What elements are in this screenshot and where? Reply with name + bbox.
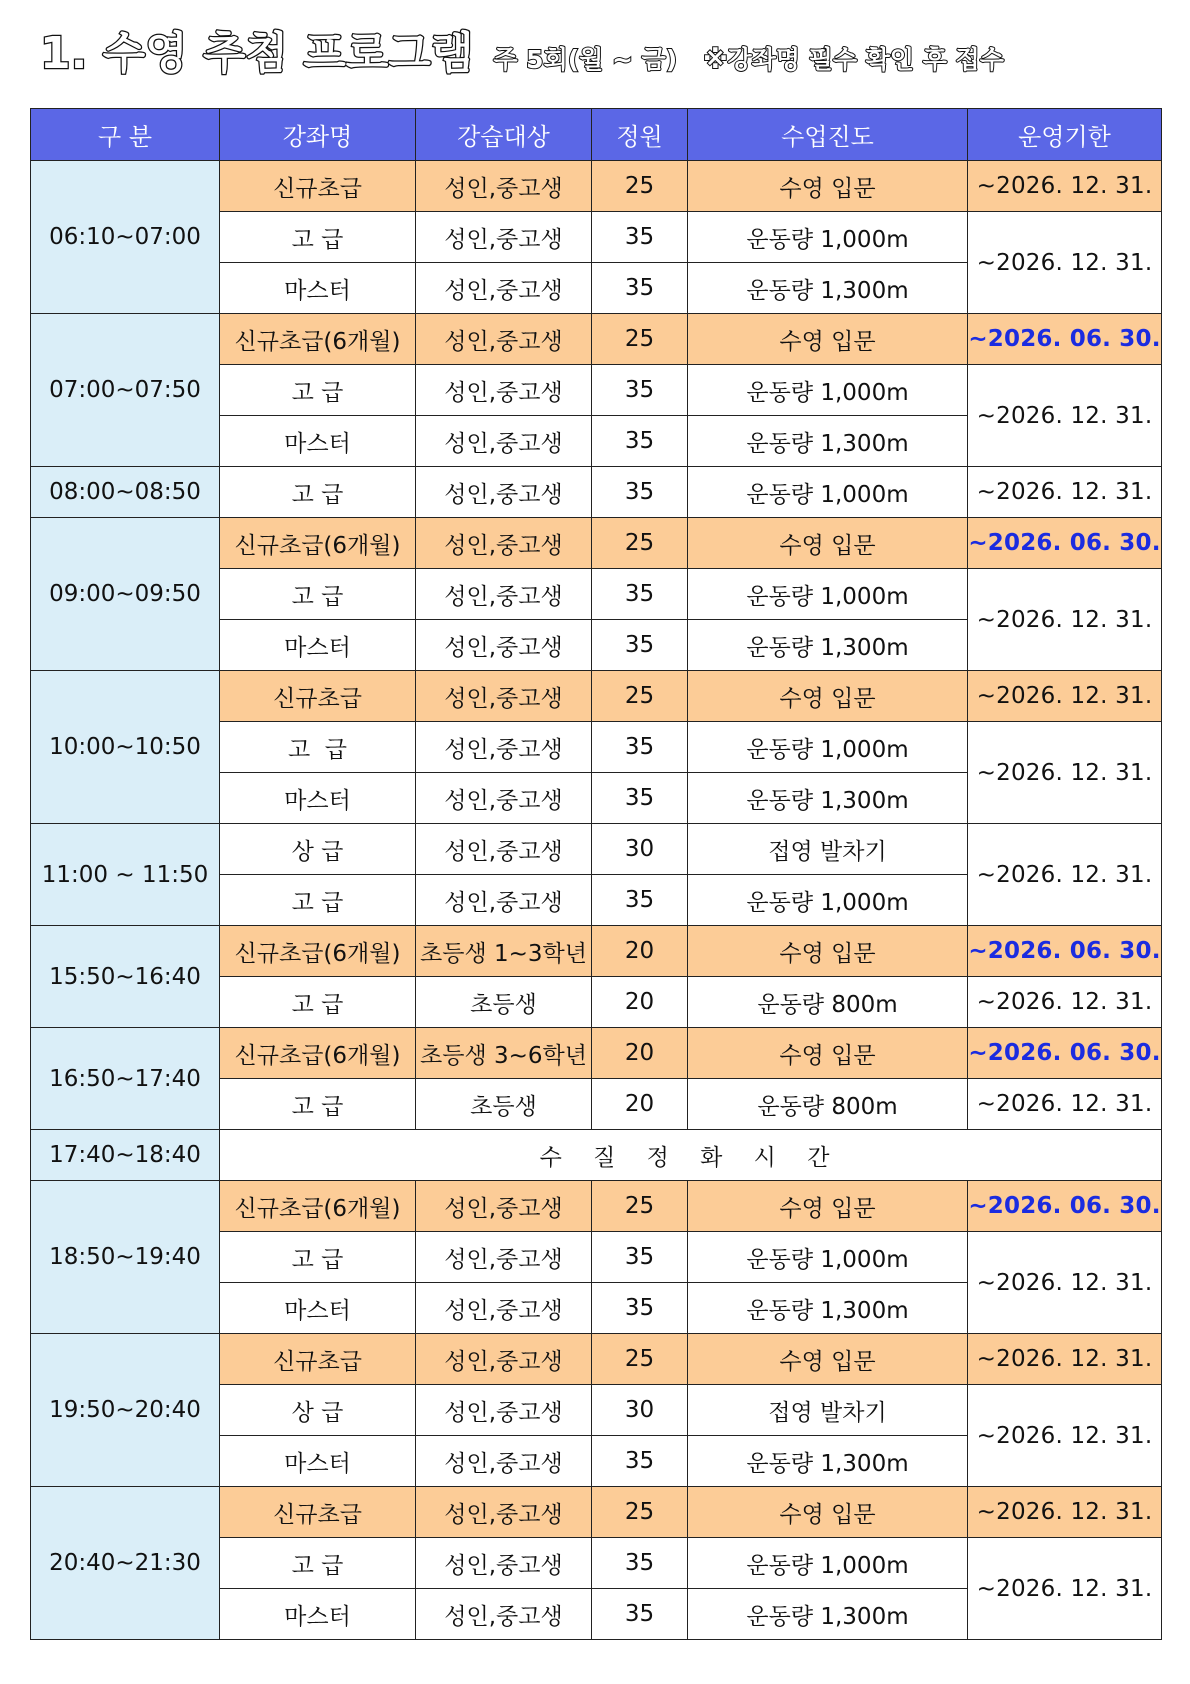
progress-cell: 운동량 1,000m [688, 875, 968, 926]
progress-cell: 운동량 800m [688, 977, 968, 1028]
course-cell: 고 급 [220, 365, 416, 416]
target-cell: 성인,중고생 [416, 1538, 592, 1589]
progress-cell: 운동량 1,000m [688, 212, 968, 263]
course-cell: 상 급 [220, 1385, 416, 1436]
capacity-cell: 25 [592, 314, 688, 365]
header-target: 강습대상 [416, 109, 592, 161]
target-cell: 성인,중고생 [416, 824, 592, 875]
deadline-cell: ~2026. 12. 31. [968, 212, 1162, 314]
header-time: 구 분 [31, 109, 220, 161]
time-slot: 16:50~17:40 [31, 1028, 220, 1130]
deadline-cell: ~2026. 12. 31. [968, 1334, 1162, 1385]
table-row [31, 1028, 1162, 1079]
progress-cell: 수영 입문 [688, 314, 968, 365]
capacity-cell: 35 [592, 212, 688, 263]
table-row [31, 1181, 1162, 1232]
capacity-cell: 35 [592, 1589, 688, 1640]
course-cell: 마스터 [220, 773, 416, 824]
deadline-cell: ~2026. 12. 31. [968, 1079, 1162, 1130]
progress-cell: 수영 입문 [688, 1487, 968, 1538]
page-title-bar [38, 22, 1004, 82]
capacity-cell: 20 [592, 1079, 688, 1130]
deadline-cell: ~2026. 12. 31. [968, 1538, 1162, 1640]
table-row [31, 671, 1162, 722]
capacity-cell: 35 [592, 1436, 688, 1487]
course-cell: 상 급 [220, 824, 416, 875]
progress-cell: 운동량 1,300m [688, 263, 968, 314]
deadline-cell: ~2026. 12. 31. [968, 977, 1162, 1028]
course-cell: 신규초급 [220, 1487, 416, 1538]
course-cell: 마스터 [220, 1436, 416, 1487]
progress-cell: 운동량 1,300m [688, 416, 968, 467]
target-cell: 성인,중고생 [416, 263, 592, 314]
deadline-cell: ~2026. 12. 31. [968, 722, 1162, 824]
course-cell: 고 급 [220, 212, 416, 263]
progress-cell: 운동량 800m [688, 1079, 968, 1130]
time-slot: 08:00~08:50 [31, 467, 220, 518]
capacity-cell: 30 [592, 824, 688, 875]
target-cell: 성인,중고생 [416, 1334, 592, 1385]
target-cell: 초등생 1~3학년 [416, 926, 592, 977]
target-cell: 성인,중고생 [416, 1232, 592, 1283]
table-row [31, 926, 1162, 977]
target-cell: 성인,중고생 [416, 722, 592, 773]
deadline-cell: ~2026. 06. 30. [968, 1028, 1162, 1079]
capacity-cell: 35 [592, 1538, 688, 1589]
target-cell: 성인,중고생 [416, 1283, 592, 1334]
capacity-cell: 35 [592, 773, 688, 824]
capacity-cell: 35 [592, 365, 688, 416]
swim-program-table [30, 108, 1162, 1640]
target-cell: 성인,중고생 [416, 518, 592, 569]
course-cell: 고 급 [220, 569, 416, 620]
progress-cell: 운동량 1,000m [688, 467, 968, 518]
course-cell: 고 급 [220, 977, 416, 1028]
page-subtitle-frequency: 주 5회(월 ~ 금) [493, 45, 678, 74]
time-slot: 19:50~20:40 [31, 1334, 220, 1487]
header-course: 강좌명 [220, 109, 416, 161]
course-cell: 신규초급(6개월) [220, 926, 416, 977]
target-cell: 성인,중고생 [416, 569, 592, 620]
progress-cell: 운동량 1,300m [688, 1283, 968, 1334]
course-cell: 고 급 [220, 467, 416, 518]
target-cell: 성인,중고생 [416, 1487, 592, 1538]
course-cell: 고 급 [220, 1538, 416, 1589]
table-row [31, 824, 1162, 875]
target-cell: 성인,중고생 [416, 1181, 592, 1232]
time-slot: 20:40~21:30 [31, 1487, 220, 1640]
capacity-cell: 25 [592, 1334, 688, 1385]
capacity-cell: 25 [592, 518, 688, 569]
deadline-cell: ~2026. 12. 31. [968, 569, 1162, 671]
table-row [31, 161, 1162, 212]
target-cell: 성인,중고생 [416, 620, 592, 671]
target-cell: 성인,중고생 [416, 1436, 592, 1487]
progress-cell: 수영 입문 [688, 1028, 968, 1079]
deadline-cell: ~2026. 06. 30. [968, 518, 1162, 569]
progress-cell: 접영 발차기 [688, 824, 968, 875]
time-slot: 15:50~16:40 [31, 926, 220, 1028]
capacity-cell: 20 [592, 977, 688, 1028]
deadline-cell: ~2026. 06. 30. [968, 926, 1162, 977]
capacity-cell: 35 [592, 569, 688, 620]
target-cell: 성인,중고생 [416, 212, 592, 263]
capacity-cell: 25 [592, 161, 688, 212]
progress-cell: 운동량 1,300m [688, 1589, 968, 1640]
table-row [31, 1130, 1162, 1181]
course-cell: 신규초급(6개월) [220, 518, 416, 569]
course-cell: 고 급 [220, 875, 416, 926]
table-header [31, 109, 1162, 161]
progress-cell: 수영 입문 [688, 926, 968, 977]
target-cell: 성인,중고생 [416, 671, 592, 722]
capacity-cell: 25 [592, 1487, 688, 1538]
course-cell: 신규초급 [220, 1334, 416, 1385]
target-cell: 성인,중고생 [416, 467, 592, 518]
course-cell: 신규초급 [220, 161, 416, 212]
time-slot: 06:10~07:00 [31, 161, 220, 314]
course-cell: 마스터 [220, 263, 416, 314]
progress-cell: 운동량 1,300m [688, 620, 968, 671]
deadline-cell: ~2026. 12. 31. [968, 1487, 1162, 1538]
table-row [31, 467, 1162, 518]
target-cell: 성인,중고생 [416, 1385, 592, 1436]
progress-cell: 수영 입문 [688, 518, 968, 569]
target-cell: 초등생 3~6학년 [416, 1028, 592, 1079]
course-cell: 고 급 [220, 1079, 416, 1130]
deadline-cell: ~2026. 12. 31. [968, 1385, 1162, 1487]
progress-cell: 수영 입문 [688, 1334, 968, 1385]
target-cell: 성인,중고생 [416, 161, 592, 212]
progress-cell: 운동량 1,000m [688, 1232, 968, 1283]
target-cell: 초등생 [416, 1079, 592, 1130]
progress-cell: 운동량 1,300m [688, 1436, 968, 1487]
deadline-cell: ~2026. 12. 31. [968, 365, 1162, 467]
course-cell: 고 급 [220, 722, 416, 773]
time-slot: 07:00~07:50 [31, 314, 220, 467]
water-purification-notice: 수 질 정 화 시 간 [220, 1130, 1162, 1181]
course-cell: 마스터 [220, 1283, 416, 1334]
target-cell: 성인,중고생 [416, 1589, 592, 1640]
progress-cell: 운동량 1,000m [688, 1538, 968, 1589]
progress-cell: 운동량 1,000m [688, 569, 968, 620]
deadline-cell: ~2026. 12. 31. [968, 824, 1162, 926]
page-note: ※강좌명 필수 확인 후 접수 [703, 38, 1004, 82]
progress-cell: 접영 발차기 [688, 1385, 968, 1436]
header-progress: 수업진도 [688, 109, 968, 161]
course-cell: 신규초급 [220, 671, 416, 722]
capacity-cell: 35 [592, 1232, 688, 1283]
target-cell: 성인,중고생 [416, 875, 592, 926]
table-row [31, 314, 1162, 365]
course-cell: 마스터 [220, 1589, 416, 1640]
progress-cell: 운동량 1,300m [688, 773, 968, 824]
table-row [31, 1334, 1162, 1385]
capacity-cell: 20 [592, 1028, 688, 1079]
table-body [31, 161, 1162, 1640]
header-deadline: 운영기한 [968, 109, 1162, 161]
capacity-cell: 35 [592, 263, 688, 314]
target-cell: 초등생 [416, 977, 592, 1028]
header-capacity: 정원 [592, 109, 688, 161]
target-cell: 성인,중고생 [416, 314, 592, 365]
deadline-cell: ~2026. 06. 30. [968, 314, 1162, 365]
time-slot: 09:00~09:50 [31, 518, 220, 671]
header-row [31, 109, 1162, 161]
progress-cell: 운동량 1,000m [688, 722, 968, 773]
capacity-cell: 35 [592, 1283, 688, 1334]
course-cell: 마스터 [220, 620, 416, 671]
capacity-cell: 25 [592, 671, 688, 722]
deadline-cell: ~2026. 12. 31. [968, 467, 1162, 518]
time-slot: 10:00~10:50 [31, 671, 220, 824]
capacity-cell: 35 [592, 722, 688, 773]
course-cell: 고 급 [220, 1232, 416, 1283]
table-row [31, 518, 1162, 569]
table-row [31, 1487, 1162, 1538]
time-slot: 17:40~18:40 [31, 1130, 220, 1181]
progress-cell: 운동량 1,000m [688, 365, 968, 416]
progress-cell: 수영 입문 [688, 671, 968, 722]
capacity-cell: 35 [592, 467, 688, 518]
course-cell: 신규초급(6개월) [220, 1181, 416, 1232]
target-cell: 성인,중고생 [416, 365, 592, 416]
progress-cell: 수영 입문 [688, 1181, 968, 1232]
course-cell: 신규초급(6개월) [220, 1028, 416, 1079]
time-slot: 11:00 ~ 11:50 [31, 824, 220, 926]
deadline-cell: ~2026. 12. 31. [968, 1232, 1162, 1334]
capacity-cell: 20 [592, 926, 688, 977]
capacity-cell: 25 [592, 1181, 688, 1232]
deadline-cell: ~2026. 12. 31. [968, 161, 1162, 212]
capacity-cell: 35 [592, 416, 688, 467]
target-cell: 성인,중고생 [416, 416, 592, 467]
time-slot: 18:50~19:40 [31, 1181, 220, 1334]
deadline-cell: ~2026. 06. 30. [968, 1181, 1162, 1232]
capacity-cell: 35 [592, 875, 688, 926]
course-cell: 마스터 [220, 416, 416, 467]
target-cell: 성인,중고생 [416, 773, 592, 824]
capacity-cell: 30 [592, 1385, 688, 1436]
deadline-cell: ~2026. 12. 31. [968, 671, 1162, 722]
page-title: 1. 수영 추첨 프로그램 [38, 26, 479, 82]
capacity-cell: 35 [592, 620, 688, 671]
progress-cell: 수영 입문 [688, 161, 968, 212]
course-cell: 신규초급(6개월) [220, 314, 416, 365]
